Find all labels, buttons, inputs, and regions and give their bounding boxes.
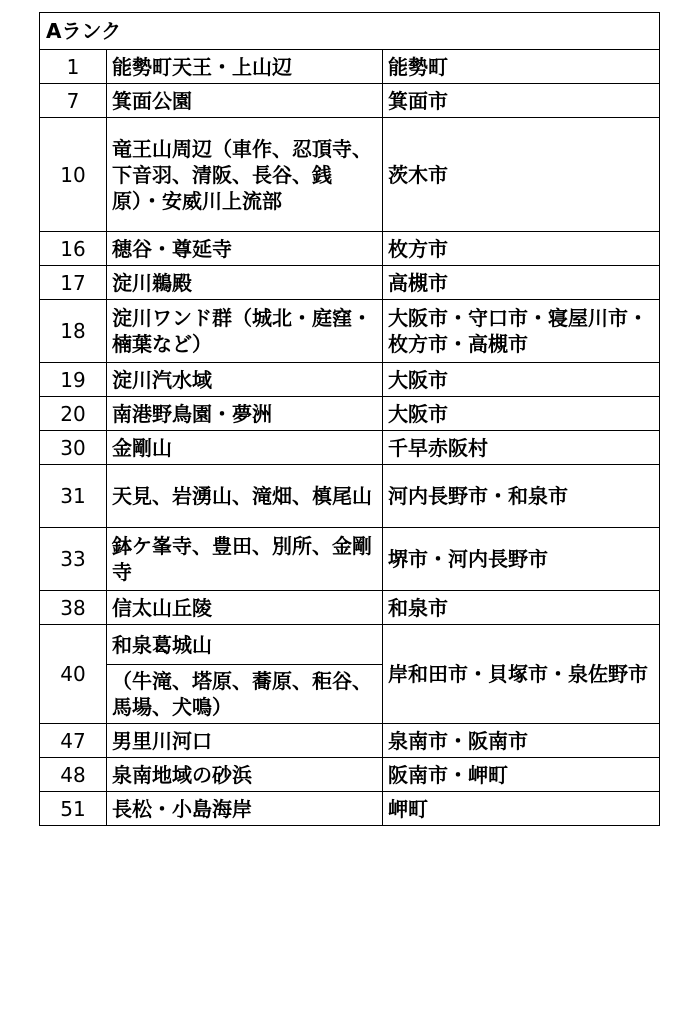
city-cell: 高槻市 <box>383 266 660 300</box>
city-cell: 大阪市 <box>383 397 660 431</box>
table-row <box>40 758 660 792</box>
rank-title: Aランク <box>40 13 660 50</box>
place-cell: 能勢町天王・上山辺 <box>107 50 383 84</box>
table-row <box>40 792 660 826</box>
city-cell: 阪南市・岬町 <box>383 758 660 792</box>
table-row <box>40 724 660 758</box>
city-cell: 堺市・河内長野市 <box>383 528 660 591</box>
table-row <box>40 591 660 625</box>
city-cell: 和泉市 <box>383 591 660 625</box>
city-cell: 大阪市・守口市・寝屋川市・枚方市・高槻市 <box>383 300 660 363</box>
city-cell: 泉南市・阪南市 <box>383 724 660 758</box>
city-cell: 茨木市 <box>383 118 660 232</box>
row-number: 51 <box>40 792 107 826</box>
table-row <box>40 84 660 118</box>
row-number: 19 <box>40 363 107 397</box>
row-number: 18 <box>40 300 107 363</box>
city-cell: 大阪市 <box>383 363 660 397</box>
row-number: 20 <box>40 397 107 431</box>
row-number: 40 <box>40 625 107 724</box>
row-number: 10 <box>40 118 107 232</box>
row-number: 1 <box>40 50 107 84</box>
place-cell: 淀川鵜殿 <box>107 266 383 300</box>
place-cell: 天見、岩湧山、滝畑、槙尾山 <box>107 465 383 528</box>
table-row <box>40 397 660 431</box>
table-row <box>40 266 660 300</box>
place-cell: 和泉葛城山 <box>107 625 383 665</box>
place-cell: 竜王山周辺（車作、忍頂寺、下音羽、清阪、長谷、銭原）・安威川上流部 <box>107 118 383 232</box>
place-cell: 泉南地域の砂浜 <box>107 758 383 792</box>
city-cell: 岬町 <box>383 792 660 826</box>
table-header-row <box>40 13 660 50</box>
place-cell: 穂谷・尊延寺 <box>107 232 383 266</box>
table-row <box>40 465 660 528</box>
city-cell: 能勢町 <box>383 50 660 84</box>
city-cell: 岸和田市・貝塚市・泉佐野市 <box>383 625 660 724</box>
city-cell: 河内長野市・和泉市 <box>383 465 660 528</box>
place-cell: 信太山丘陵 <box>107 591 383 625</box>
table-row <box>40 363 660 397</box>
place-cell: 男里川河口 <box>107 724 383 758</box>
city-cell: 箕面市 <box>383 84 660 118</box>
place-cell: 金剛山 <box>107 431 383 465</box>
table-row <box>40 118 660 232</box>
row-number: 7 <box>40 84 107 118</box>
table-row <box>40 431 660 465</box>
table-row <box>40 50 660 84</box>
a-rank-table <box>39 12 660 826</box>
city-cell: 千早赤阪村 <box>383 431 660 465</box>
place-cell: 淀川汽水域 <box>107 363 383 397</box>
table-row <box>40 625 660 665</box>
table-row <box>40 528 660 591</box>
row-number: 16 <box>40 232 107 266</box>
place-sub-cell: （牛滝、塔原、蕎原、秬谷、馬場、犬鳴） <box>107 665 383 724</box>
table-row <box>40 232 660 266</box>
row-number: 38 <box>40 591 107 625</box>
row-number: 31 <box>40 465 107 528</box>
table-row <box>40 300 660 363</box>
place-cell: 箕面公園 <box>107 84 383 118</box>
row-number: 17 <box>40 266 107 300</box>
place-cell: 南港野鳥園・夢洲 <box>107 397 383 431</box>
row-number: 30 <box>40 431 107 465</box>
place-cell: 鉢ケ峯寺、豊田、別所、金剛寺 <box>107 528 383 591</box>
row-number: 48 <box>40 758 107 792</box>
city-cell: 枚方市 <box>383 232 660 266</box>
place-cell: 長松・小島海岸 <box>107 792 383 826</box>
row-number: 47 <box>40 724 107 758</box>
place-cell: 淀川ワンド群（城北・庭窪・楠葉など） <box>107 300 383 363</box>
row-number: 33 <box>40 528 107 591</box>
